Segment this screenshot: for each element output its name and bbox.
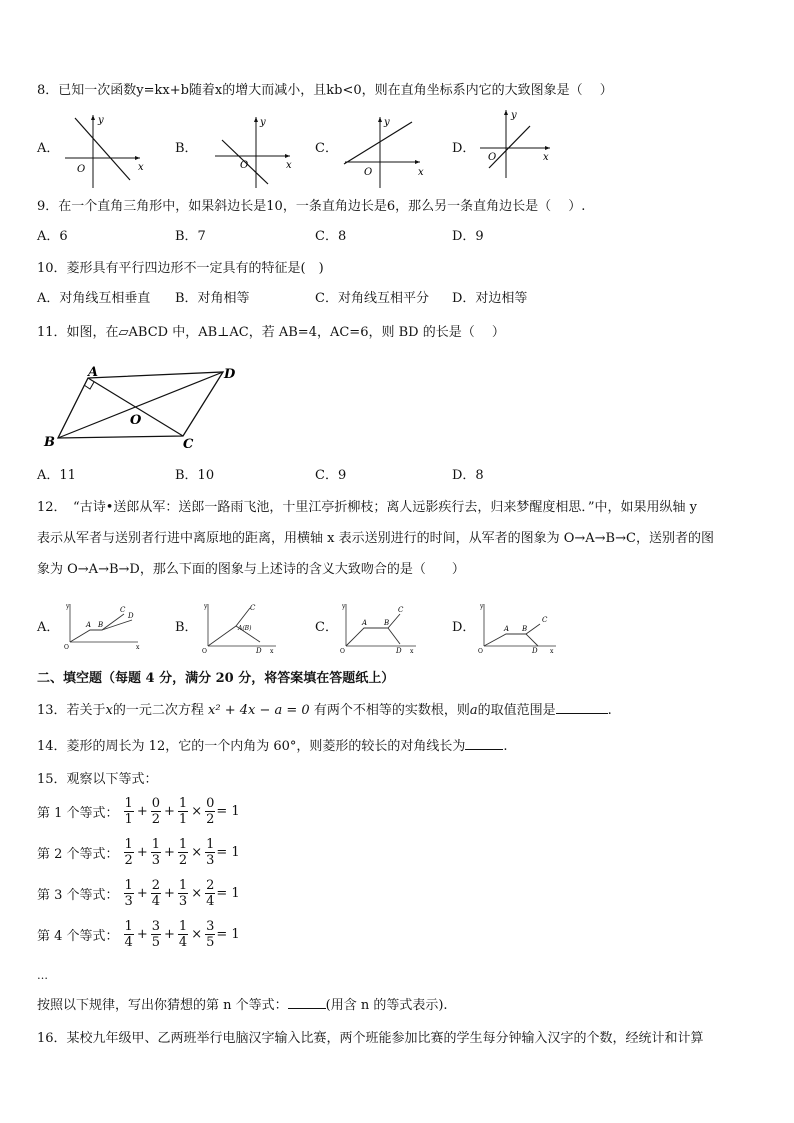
- q8-graph-b-o: O: [240, 160, 249, 171]
- q15-eq4-frac3: $\frac{1}{4}$: [178, 919, 188, 950]
- q12-line2: 表示从军者与送别者行进中离原地的距离，用横轴 x 表示送别进行的时间，从军者的图象为 O→A→B→C，送别者的图: [37, 531, 714, 546]
- q15-eq4-frac2: $\frac{3}{5}$: [151, 919, 161, 950]
- q16-text: 16．某校九年级甲、乙两班举行电脑汉字输入比赛，两个班能参加比赛的学生每分钟输入汉字的个数，经统计和计算: [37, 1031, 704, 1046]
- q12-b-o: O: [202, 648, 207, 655]
- q15-eq1-frac2: $\frac{0}{2}$: [151, 796, 161, 827]
- q15-instruction: [37, 998, 448, 1014]
- q11-label-a: A: [88, 365, 99, 380]
- q12-a-a: A: [86, 621, 92, 629]
- q12-line1: 12． “古诗•送郎从军：送郎一路雨飞池，十里江亭折柳枝；离人远影疾行去，归来梦醒度相思．”中，如果用纵轴 y: [37, 500, 697, 515]
- q12-b-ab: A(B): [238, 625, 252, 632]
- q8-graph-a-x: x: [138, 162, 144, 173]
- q15-eq2-result: = 1: [216, 845, 240, 860]
- q11-parallelogram-figure: [38, 360, 248, 452]
- q12-a-x: x: [136, 644, 140, 651]
- q9-stem: 9．在一个直角三角形中，如果斜边长是10，一条直角边长是6，那么另一条直角边长是（ ）.: [37, 199, 586, 214]
- q10-stem: 10．菱形具有平行四边形不一定具有的特征是( ): [37, 261, 324, 276]
- q13-answer-blank[interactable]: [556, 713, 608, 714]
- q14-text: 14．菱形的周长为 12，它的一个内角为 60°，则菱形的较长的对角线长为: [37, 739, 466, 754]
- q12-c-b: B: [384, 619, 390, 627]
- q12-d-o: O: [478, 648, 483, 655]
- q12-option-d-label: D．: [452, 620, 476, 635]
- q13-before: 13．若关于: [37, 703, 106, 718]
- q8-option-c[interactable]: [315, 141, 338, 157]
- q8-graph-c: [340, 112, 430, 192]
- q13-mid: 的一元二次方程: [112, 703, 204, 718]
- q8-graph-d-o: O: [488, 152, 497, 163]
- q12-option-b-label: B．: [175, 620, 198, 635]
- q10-option-d[interactable]: D．对边相等: [452, 291, 528, 306]
- q12-option-a-label: A．: [37, 620, 60, 635]
- q15-equation-3: 第 3 个等式： $\frac{1}{3}$ + $\frac{2}{4}$ + $\frac{1}{3}$ × $\frac{2}{4}$ = 1: [37, 878, 240, 909]
- q8-stem: 8．已知一次函数y=kx+b随着x的增大而减小，且kb<0，则在直角坐标系内它的大致图象是（ ）: [37, 83, 613, 98]
- q14-line: [37, 739, 508, 755]
- q12-b-d: D: [256, 647, 262, 655]
- q8-graph-a: [60, 110, 150, 190]
- q10-option-b[interactable]: B．对角相等: [175, 291, 250, 306]
- q8-graph-c-o: O: [364, 167, 373, 178]
- q8-option-d-label: D．: [452, 141, 476, 156]
- q12-option-a[interactable]: [37, 620, 59, 636]
- q8-option-b[interactable]: [175, 141, 198, 157]
- q12-d-d: D: [532, 647, 538, 655]
- q12-d-c: C: [542, 616, 548, 624]
- q13-var: x: [105, 703, 113, 718]
- q15-instruction-before: 按照以下规律，写出你猜想的第 n 个等式：: [37, 998, 288, 1013]
- q15-eq4-frac1: $\frac{1}{4}$: [124, 919, 133, 950]
- q15-eq1-frac4: $\frac{0}{2}$: [206, 796, 215, 827]
- q15-answer-blank[interactable]: [288, 1008, 326, 1009]
- q15-equation-4: 第 4 个等式： $\frac{1}{4}$ + $\frac{3}{5}$ + $\frac{1}{4}$ × $\frac{3}{5}$ = 1: [37, 919, 240, 950]
- q12-c-a: A: [362, 619, 368, 627]
- q15-eq3-label: 第 3 个等式：: [37, 888, 119, 903]
- q12-option-c[interactable]: [315, 620, 338, 636]
- q11-label-c: C: [183, 437, 194, 452]
- q12-graph-a: [62, 600, 142, 655]
- q8-graph-c-y: y: [384, 117, 390, 128]
- q10-option-c[interactable]: C．对角线互相平分: [315, 291, 429, 306]
- q12-c-d: D: [396, 647, 402, 655]
- q12-c-x: x: [410, 648, 414, 655]
- q15-instruction-after: (用含 n 的等式表示).: [325, 998, 448, 1013]
- q12-d-y: y: [480, 603, 484, 610]
- q8-graph-a-y: y: [98, 115, 104, 126]
- q15-eq4-label: 第 4 个等式：: [37, 929, 119, 944]
- q15-eq1-frac1: $\frac{1}{1}$: [124, 796, 133, 827]
- q12-a-d: D: [128, 612, 134, 620]
- q8-graph-b: [210, 112, 300, 192]
- q12-b-x: x: [270, 648, 274, 655]
- q13-line: [37, 703, 612, 719]
- q9-option-b[interactable]: B．7: [175, 229, 206, 244]
- q11-option-a[interactable]: A．11: [37, 468, 76, 483]
- q12-c-y: y: [342, 603, 346, 610]
- q15-eq2-frac2: $\frac{1}{3}$: [151, 837, 161, 868]
- q15-equation-1: 第 1 个等式： $\frac{1}{1}$ + $\frac{0}{2}$ + $\frac{1}{1}$ × $\frac{0}{2}$ = 1: [37, 796, 240, 827]
- q11-option-c[interactable]: C．9: [315, 468, 347, 483]
- q8-graph-b-x: x: [286, 160, 292, 171]
- q12-c-o: O: [340, 648, 345, 655]
- q12-b-y: y: [204, 603, 208, 610]
- q15-eq2-frac3: $\frac{1}{2}$: [178, 837, 188, 868]
- q12-graph-c: [340, 600, 420, 655]
- q12-c-c: C: [398, 606, 404, 614]
- q8-option-b-label: B．: [175, 141, 198, 156]
- q12-d-a: A: [504, 625, 510, 633]
- q12-d-b: B: [522, 625, 528, 633]
- q15-eq3-frac4: $\frac{2}{4}$: [206, 878, 215, 909]
- q14-end: .: [503, 739, 508, 754]
- q12-graph-b: [200, 600, 280, 655]
- q15-eq2-label: 第 2 个等式：: [37, 847, 119, 862]
- q12-line3: 象为 O→A→B→D，那么下面的图象与上述诗的含义大致吻合的是（ ）: [37, 562, 465, 577]
- q11-label-o: O: [130, 413, 142, 428]
- q8-graph-d-y: y: [511, 110, 517, 121]
- q15-eq3-result: = 1: [216, 886, 240, 901]
- q12-a-c: C: [120, 606, 126, 614]
- q8-option-d[interactable]: [452, 141, 475, 157]
- q15-equation-2: 第 2 个等式： $\frac{1}{2}$ + $\frac{1}{3}$ + $\frac{1}{2}$ × $\frac{1}{3}$ = 1: [37, 837, 240, 868]
- q8-graph-c-x: x: [418, 167, 424, 178]
- q8-option-a[interactable]: [37, 141, 59, 157]
- q13-tail: 的取值范围是: [477, 703, 556, 718]
- q12-b-c: C: [250, 604, 256, 612]
- q12-d-x: x: [550, 648, 554, 655]
- q12-option-b[interactable]: [175, 620, 198, 636]
- q11-stem: 11．如图，在▱ABCD 中，AB⊥AC，若 AB=4，AC=6，则 BD 的长是（ ）: [37, 325, 505, 340]
- q15-eq2-frac4: $\frac{1}{3}$: [206, 837, 215, 868]
- q15-eq1-frac3: $\frac{1}{1}$: [178, 796, 188, 827]
- q15-ellipsis: …: [37, 969, 48, 982]
- q11-label-d: D: [224, 367, 236, 382]
- q8-graph-d: [475, 108, 565, 188]
- section-fill-blank-title: 二、填空题（每题 4 分，满分 20 分，将答案填在答题纸上）: [37, 671, 395, 686]
- q12-option-d[interactable]: [452, 620, 475, 636]
- q15-eq4-frac4: $\frac{3}{5}$: [206, 919, 215, 950]
- q14-answer-blank[interactable]: [465, 749, 503, 750]
- q8-option-a-label: A．: [37, 141, 60, 156]
- q12-a-b: B: [98, 621, 104, 629]
- q8-graph-b-y: y: [260, 117, 266, 128]
- q12-graph-d: [476, 600, 561, 655]
- q15-eq1-label: 第 1 个等式：: [37, 806, 119, 821]
- q8-graph-d-x: x: [543, 152, 549, 163]
- q15-eq2-frac1: $\frac{1}{2}$: [124, 837, 133, 868]
- q15-stem: 15．观察以下等式：: [37, 772, 158, 787]
- q10-option-a[interactable]: A．对角线互相垂直: [37, 291, 151, 306]
- q15-eq3-frac3: $\frac{1}{3}$: [178, 878, 188, 909]
- q11-label-b: B: [44, 435, 55, 450]
- q13-after: 有两个不相等的实数根，则: [313, 703, 470, 718]
- q9-option-c[interactable]: C．8: [315, 229, 347, 244]
- q13-end: .: [607, 703, 612, 718]
- q8-graph-a-o: O: [77, 164, 86, 175]
- q11-option-b[interactable]: B．10: [175, 468, 215, 483]
- q9-option-d[interactable]: D．9: [452, 229, 484, 244]
- q15-eq4-result: = 1: [216, 927, 240, 942]
- q9-option-a[interactable]: A．6: [37, 229, 68, 244]
- q11-option-d[interactable]: D．8: [452, 468, 484, 483]
- q13-param: a: [469, 703, 478, 718]
- q15-eq3-frac1: $\frac{1}{3}$: [124, 878, 133, 909]
- q12-a-y: y: [66, 603, 70, 610]
- q12-a-o: O: [64, 644, 69, 651]
- q15-eq1-result: = 1: [216, 804, 240, 819]
- q13-equation: x² + 4x − a = 0: [208, 703, 310, 718]
- q12-option-c-label: C．: [315, 620, 338, 635]
- q8-option-c-label: C．: [315, 141, 338, 156]
- q15-eq3-frac2: $\frac{2}{4}$: [151, 878, 161, 909]
